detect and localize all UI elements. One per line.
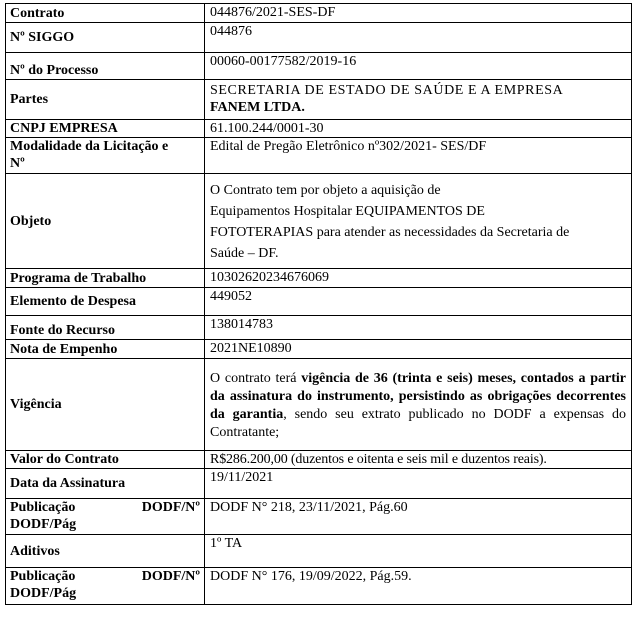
value-publicacao1: DODF N° 218, 23/11/2021, Pág.60 [205, 499, 632, 535]
value-aditivos: 1º TA [205, 535, 632, 568]
partes-text: SECRETARIA DE ESTADO DE SAÚDE E A EMPRESA [210, 83, 564, 98]
label-elemento: Elemento de Despesa [6, 288, 205, 316]
contract-table [5, 3, 632, 605]
label-objeto: Objeto [6, 174, 205, 269]
row-programa [6, 269, 632, 288]
publicacao2-label-a: Publicação [10, 569, 76, 584]
publicacao1-label-line2: DODF/Pág [10, 517, 77, 532]
vigencia-bold: vigência de 36 (trinta e seis) meses, contados a partir da assinatura do instrumento, persistindo as obrigações decorrentes da garantia [210, 370, 626, 422]
label-valor: Valor do Contrato [6, 451, 205, 469]
label-aditivos: Aditivos [6, 535, 205, 568]
value-contrato: 044876/2021-SES-DF [205, 4, 632, 23]
value-publicacao2: DODF N° 176, 19/09/2022, Pág.59. [205, 568, 632, 605]
publicacao1-label-a: Publicação [10, 500, 76, 515]
contract-summary-sheet [5, 3, 632, 605]
row-siggo [6, 23, 632, 53]
row-publicacao1 [6, 499, 632, 535]
row-processo [6, 53, 632, 80]
value-fonte: 138014783 [205, 316, 632, 340]
modalidade-label-line2: Nº [10, 156, 25, 171]
label-assinatura: Data da Assinatura [6, 469, 205, 499]
row-elemento [6, 288, 632, 316]
label-cnpj: CNPJ EMPRESA [6, 120, 205, 138]
row-contrato [6, 4, 632, 23]
value-partes [205, 80, 632, 120]
partes-line1 [210, 82, 626, 99]
value-modalidade: Edital de Pregão Eletrônico nº302/2021- SES/DF [205, 138, 632, 174]
row-aditivos [6, 535, 632, 568]
value-processo: 00060-00177582/2019-16 [205, 53, 632, 80]
value-siggo: 044876 [205, 23, 632, 53]
value-empenho: 2021NE10890 [205, 340, 632, 359]
row-valor [6, 451, 632, 469]
modalidade-label-line1: Modalidade da Licitação e [10, 139, 169, 154]
value-programa: 10302620234676069 [205, 269, 632, 288]
objeto-line4: Saúde – DF. [210, 245, 279, 261]
partes-company: FANEM LTDA. [210, 100, 305, 115]
label-fonte: Fonte do Recurso [6, 316, 205, 340]
label-publicacao2 [6, 568, 205, 605]
objeto-line1: O Contrato tem por objeto a aquisição de [210, 182, 441, 198]
label-contrato: Contrato [6, 4, 205, 23]
label-processo: Nº do Processo [6, 53, 205, 80]
objeto-line3: FOTOTERAPIAS para atender as necessidades da Secretaria de [210, 224, 570, 240]
vigencia-post: , sendo seu extrato publicado no DODF a expensas do Contratante; [210, 406, 626, 440]
label-empenho: Nota de Empenho [6, 340, 205, 359]
row-vigencia [6, 359, 632, 451]
objeto-line2: Equipamentos Hospitalar EQUIPAMENTOS DE [210, 203, 485, 219]
value-assinatura: 19/11/2021 [205, 469, 632, 499]
label-vigencia: Vigência [6, 359, 205, 451]
label-siggo: Nº SIGGO [6, 23, 205, 53]
label-modalidade [6, 138, 205, 174]
row-cnpj [6, 120, 632, 138]
label-partes: Partes [6, 80, 205, 120]
row-empenho [6, 340, 632, 359]
publicacao2-label-line1 [10, 568, 200, 585]
value-cnpj: 61.100.244/0001-30 [205, 120, 632, 138]
value-valor: R$286.200,00 (duzentos e oitenta e seis mil e duzentos reais). [205, 451, 632, 469]
label-publicacao1 [6, 499, 205, 535]
publicacao1-label-b: DODF/Nº [141, 500, 200, 515]
label-programa: Programa de Trabalho [6, 269, 205, 288]
publicacao2-label-b: DODF/Nº [141, 569, 200, 584]
row-partes [6, 80, 632, 120]
vigencia-pre: O contrato terá [210, 370, 302, 386]
publicacao1-label-line1 [10, 499, 200, 516]
row-publicacao2 [6, 568, 632, 605]
value-vigencia [205, 359, 632, 451]
row-modalidade [6, 138, 632, 174]
publicacao2-label-line2: DODF/Pág [10, 586, 77, 601]
row-objeto [6, 174, 632, 269]
value-elemento: 449052 [205, 288, 632, 316]
value-objeto [205, 174, 632, 269]
row-assinatura [6, 469, 632, 499]
row-fonte [6, 316, 632, 340]
